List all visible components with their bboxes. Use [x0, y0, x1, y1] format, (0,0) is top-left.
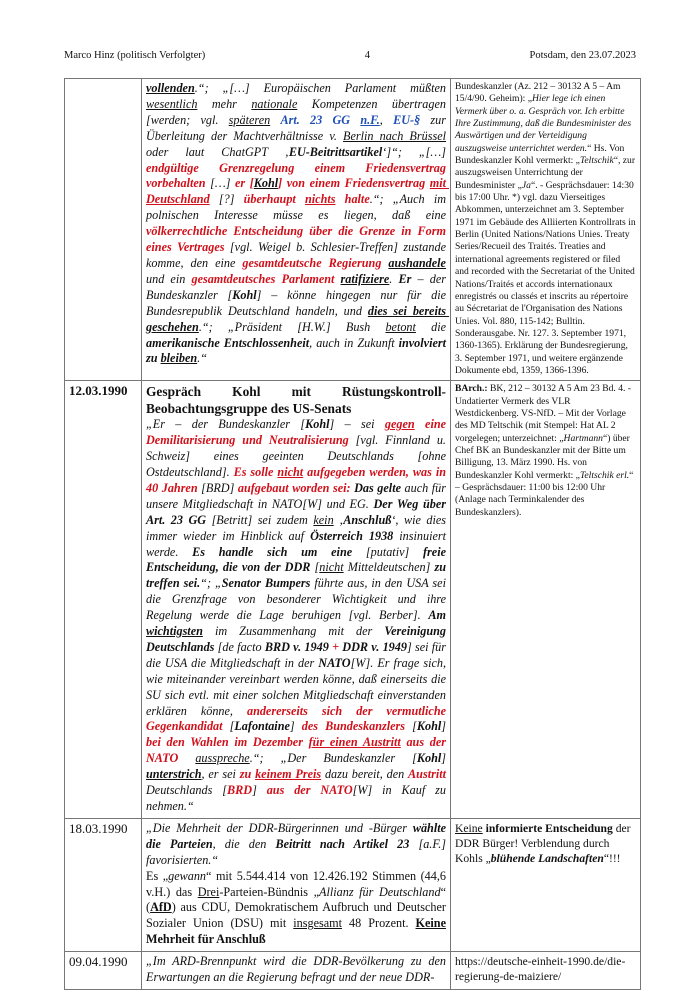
text-run: überhaupt [243, 192, 305, 207]
text-run: gewann [168, 868, 207, 883]
text-run: Teltschik erl. [579, 469, 630, 481]
text-run: . [389, 271, 399, 286]
text-run: .“; „Auch im polnischen Interesse müsse es liegen, daß eine [146, 192, 450, 223]
text-run: ausspreche [195, 751, 250, 766]
text-run: vollenden [146, 81, 195, 95]
text-run: kein [313, 512, 334, 527]
text-run: gesamtdeutsches Parlament [191, 271, 335, 286]
table-row [65, 381, 641, 819]
text-run: ) aus CDU, Demokratischem Aufbruch und Deutscher Sozialer Union (DSU) mit [146, 900, 450, 931]
text-run: Anschluß [343, 512, 392, 527]
date-cell [65, 79, 142, 381]
text-run: “!!! [603, 851, 621, 865]
text-run: .“; „[…] Europäischen Parlament müßten [194, 81, 450, 95]
entry-date: 12.03.1990 [69, 383, 128, 399]
text-run: https://deutsche-einheit-1990.de/die-regierung-de-maiziere/ [455, 955, 626, 984]
text-run: BArch.: [455, 383, 488, 395]
text-run: “ Hs. Von Bundeskanzler Kohl vermerkt: „ [455, 142, 627, 167]
text-run: blühende Landschaften [490, 851, 604, 865]
text-run: , die den [212, 836, 276, 851]
text-run: Mehrheit für Anschluß [146, 916, 450, 947]
text-run: DDR v. 1949 [342, 639, 407, 654]
page-header [64, 50, 636, 66]
text-run [270, 113, 280, 127]
text-run: -Parteien-Bündnis „ [219, 884, 320, 899]
text-run: Lafontaine [234, 719, 290, 734]
text-run: ] [252, 783, 267, 798]
text-run: halte [335, 192, 370, 207]
source-link[interactable] [455, 955, 625, 983]
text-run: ] – könne hingegen nur für die Bundesrepublik Deutschland handeln, und [146, 287, 450, 318]
text-run: ] – sei [329, 417, 385, 432]
text-run: Hartmann [563, 432, 603, 444]
text-run: “. - Gesprächsdauer: 14:30 bis 17:00 Uhr. *) vgl. dazu Vierseitiges Abkommen, unterzeichnet am 3. September 1971 im Gebäude des Alliierten Kontrollrats in Berlin (United Nations/Nations Unies. Treaty Series/Recueil des Traités. Treaties and international agreements registered or filed and recorded with the Secretariat of the United Nations/Traités et accords internationaux enregistrés ou classés et inscrits au répertoire au Sécretariat de l'Organisation des Nations Unies. Vol. 880, 115-142; Bulltin. Sonderausgabe. Nr. 127. 3. September 1971, 1360-1365). Erklärung der Bundesregierung, 3. September 1971, und weitere ergänzende Dokumente ebd, 1359, 1366-1396. [455, 179, 639, 376]
text-run: unterstrich [146, 767, 202, 782]
text-run: bei den Wahlen im Dezember [146, 735, 309, 750]
text-run: insinuiert werde. [146, 528, 450, 559]
text-run: […] [205, 176, 236, 191]
text-run: NATO [318, 655, 351, 670]
text-run: keinem Preis [255, 767, 322, 782]
text-run: aus der NATO [146, 735, 450, 766]
text-run: Österreich 1938 [310, 528, 394, 543]
text-run: Senator Bumpers [221, 576, 311, 591]
date-cell [65, 381, 142, 819]
text-run: Beitritt nach Artikel 23 [275, 836, 410, 851]
text-run: [vgl. Finnland u. Schweiz] eines geeinten Deutschlands [ohne Ostdeutschland]. [146, 433, 450, 479]
text-run: [a.F.] favorisierten.“ [146, 836, 450, 867]
text-run: führte aus, in den USA sei die Grenzfrage von besonderer Wichtigkeit und ihre Regelung werde die Lage beruhigen [vgl. Berber]. [146, 576, 450, 623]
text-run: im Zusammenhang mit der [202, 624, 385, 639]
text-run: Drei [197, 884, 220, 899]
quote-cell [142, 818, 451, 951]
text-run [415, 417, 425, 431]
text-run: amerikanische Entschlossenheit [146, 335, 310, 350]
text-run: involviert zu [146, 335, 450, 366]
text-run: ratifiziere [340, 271, 390, 286]
text-run: Kohl [416, 751, 442, 766]
text-run: ‘]“; „[…] [382, 144, 450, 159]
text-run: Allianz für Deutschland [319, 884, 441, 899]
text-run: ] von einem Friedensvertrag [278, 176, 430, 191]
text-run: [ [405, 719, 417, 734]
text-run: [vgl. Weigel b. Schlesier-Treffen] zustande komme, den eine [146, 240, 450, 270]
text-run: .“; „Präsident [H.W.] Bush [198, 319, 386, 334]
text-run: + [328, 639, 343, 654]
text-run: aufgebaut worden sei: [237, 480, 351, 495]
text-run: Austritt [408, 767, 446, 782]
text-run: [?] [209, 192, 244, 207]
text-run: ] [289, 719, 302, 734]
text-run: nicht [277, 464, 304, 479]
text-run: ] sei für die USA die Mitgliedschaft in der [146, 639, 450, 670]
text-run: späteren [228, 112, 271, 127]
text-run: “) über Chef BK an Bundeskanzler mit der Bitte um Billigung, 13. März 1990. Hs. von Bundeskanzler Kohl vermerkt: „ [455, 432, 633, 481]
text-run: dazu bereit, den [321, 767, 409, 782]
text-run: Es solle [233, 464, 278, 479]
text-run: [W] in Kauf zu nehmen.“ [146, 783, 450, 813]
text-run: Berlin nach Brüssel [343, 128, 446, 143]
text-run: und ein [146, 255, 450, 286]
text-run: die [415, 319, 450, 334]
table-row [65, 79, 641, 381]
text-run: .“; „Der Bundeskanzler [ [249, 751, 417, 766]
text-run: ] [441, 751, 450, 766]
text-run: Kompetenzen übertragen [werden; vgl. [146, 96, 450, 127]
text-run: gegen [384, 417, 415, 432]
text-run: wichtigsten [146, 624, 203, 639]
text-run: Am [428, 608, 450, 623]
text-run: Kohl [305, 417, 330, 432]
quote-text [146, 417, 449, 813]
text-run: „Im ARD-Brennpunkt wird die DDR-Bevölkerung zu den Erwartungen an die Regierung befragt und der neue DDR- [146, 954, 450, 985]
text-run: zu [239, 767, 256, 782]
text-run: [de facto [214, 639, 265, 654]
text-run: aufgegeben werden, was in 40 Jahren [146, 464, 450, 495]
text-run: Art. 23 GG [280, 112, 361, 127]
source-note-text [455, 383, 636, 517]
text-run: “ ( [146, 884, 450, 915]
text-run: .“ [197, 351, 207, 366]
quote-cell [142, 79, 451, 381]
text-run: mehr [197, 96, 252, 111]
text-run: Teltschik [579, 155, 614, 167]
source-note-text [455, 81, 638, 376]
text-run: des Bundeskanzlers [301, 719, 405, 734]
text-run: Es handle sich um eine [192, 544, 353, 559]
text-run: [Betritt] sei zudem [206, 512, 314, 527]
text-run: , er sei [201, 767, 240, 782]
text-run: Kohl [416, 719, 442, 734]
commentary-text [455, 822, 633, 865]
source-note-cell [451, 79, 641, 381]
quote-cell [142, 952, 451, 990]
quote-text [146, 954, 449, 984]
text-run: n.F. [360, 112, 380, 127]
text-run: [putativ] [352, 544, 423, 559]
table-row [65, 952, 641, 990]
text-run [178, 751, 195, 765]
page-number: 4 [364, 50, 370, 61]
text-run: Er [398, 271, 412, 286]
text-run: Ja [521, 179, 531, 191]
text-run: Deutschlands [ [146, 767, 450, 798]
text-run: Mitteldeutschen] [343, 560, 435, 575]
text-run: ‘, wie dies immer wieder im Hinblick auf [146, 512, 450, 543]
quote-text [146, 81, 449, 365]
text-run: BK, 212 – 30132 A 5 Am 23 Bd. 4. - Undatierter Vermerk des VLR Westdickenberg. VS-NfD. – Mit der Vorlage des MD Teltschik (mit Stempel: Hat AL 2 vorgelegen; unterzeichnet: „ [455, 383, 634, 444]
text-run: zu treffen sei. [146, 560, 450, 591]
text-run: BRD [227, 783, 253, 798]
quote-cell [142, 381, 451, 819]
text-run: Es „ [146, 868, 169, 883]
date-cell: 18.03.1990 [65, 818, 142, 951]
text-run: Keine [415, 916, 446, 931]
text-run: “ – Gesprächsdauer: 11:00 bis 12:00 Uhr (Anlage nach Terminkalender des Bundeskanzlers). [455, 469, 636, 518]
text-run: freie Entscheidung, die von der DDR [146, 544, 450, 575]
text-run: Vereinigung Deutschlands [146, 624, 450, 654]
text-run: EU-§ [393, 112, 421, 127]
text-run: für einen Austritt [308, 735, 401, 750]
text-run: zur Überleitung der Machtverhältnisse v. [146, 112, 450, 143]
text-run: – der Bundeskanzler [ [146, 271, 450, 302]
text-run: Der Weg über Art. 23 GG [146, 496, 449, 527]
date-cell: 09.04.1990 [65, 952, 142, 990]
text-run: BRD v. 1949 [264, 639, 329, 654]
entry-title: Gespräch Kohl mit Rüstungskontroll-Beobachtungsgruppe des US-Senats [146, 384, 446, 417]
text-run: Bundeskanzler (Az. 212 – 30132 A 5 – Am 15/4/90. Geheim): „ [455, 81, 623, 105]
text-run: dies sei bereits geschehen [146, 303, 450, 334]
text-run: ‚ [333, 512, 344, 527]
text-run: [ [310, 560, 320, 575]
text-run: oder laut ChatGPT ‚ [146, 128, 450, 159]
text-run: betont [385, 319, 416, 334]
text-run: Kohl [253, 176, 279, 191]
source-link-cell [451, 952, 641, 990]
source-note-cell [451, 381, 641, 819]
header-place-date: Potsdam, den 23.07.2023 [529, 50, 636, 61]
text-run: , [379, 112, 394, 127]
text-run: informierte Entscheidung [485, 821, 613, 835]
text-run: EU-Beitrittsartikel [288, 144, 383, 159]
text-run: „Die Mehrheit der DDR-Bürgerinnen und -Bürger [146, 820, 413, 835]
text-run: aus der NATO [266, 783, 353, 798]
text-run: mit Deutschland [146, 176, 450, 207]
text-run: eine Demilitarisierung und Neutralisierung [146, 417, 450, 448]
text-run: nationale [251, 96, 298, 111]
text-run: insgesamt [293, 916, 342, 931]
text-run: er [ [235, 176, 254, 191]
text-run: Das gelte [354, 480, 401, 495]
text-run: ] [441, 719, 450, 734]
text-run: nicht [319, 560, 344, 575]
text-run: [ [222, 719, 235, 734]
text-run: aushandele [388, 255, 446, 270]
text-run: endgültige Grenzregelung einem Friedensvertrag vorbehalten [146, 160, 450, 191]
text-run: auch für unsere Mitgliedschaft in NATO[W] und EG. [146, 480, 450, 511]
text-run: Keine [455, 821, 483, 835]
text-run: [BRD] [197, 480, 238, 495]
quote-text [146, 821, 449, 946]
text-run: “, zur auszugsweisen Unterrichtung der Bundesminister „ [455, 155, 638, 191]
text-run: AfD [150, 900, 172, 915]
chronology-table [64, 78, 641, 990]
text-run: “ mit 5.544.414 von 12.426.192 Stimmen (44,6 v.H.) das [146, 868, 450, 899]
commentary-cell [451, 818, 641, 951]
text-run: Kohl [232, 287, 257, 302]
text-run: wählte die Parteien [146, 820, 450, 851]
text-run: Hier lege ich einen Vermerk über o. a. Gespräch vor. Ich erbitte Ihre Zustimmung, daß die Bundesminister des Auswärtigen und der Verteidigung auszugsweise unterrichtet werden. [455, 93, 634, 154]
text-run: „Er – der Bundeskanzler [ [146, 417, 306, 432]
text-run: andererseits sich der vermutliche Gegenkandidat [146, 703, 450, 734]
table-row [65, 818, 641, 951]
text-run: der DDR Bürger! Verblendung durch Kohls „ [455, 821, 634, 865]
text-run: , auch in Zukunft [309, 335, 399, 350]
text-run: bleiben [160, 351, 198, 366]
header-author: Marco Hinz (politisch Verfolgter) [64, 50, 206, 61]
text-run: 48 Prozent. [342, 916, 416, 931]
text-run: wesentlich [146, 96, 198, 111]
text-run: nichts [305, 192, 336, 207]
text-run: völkerrechtliche Entscheidung über die Grenze in Form eines Vertrages [146, 224, 450, 255]
text-run: [W]. Er frage sich, wie miteinander vereinbart werden könne, daß einerseits die SU sich evtl. mit einer solchen Mitgliedschaft einverstanden erklären könne, [146, 655, 450, 718]
text-run: gesamtdeutsche Regierung [242, 255, 382, 270]
text-run: “; „ [200, 576, 222, 591]
